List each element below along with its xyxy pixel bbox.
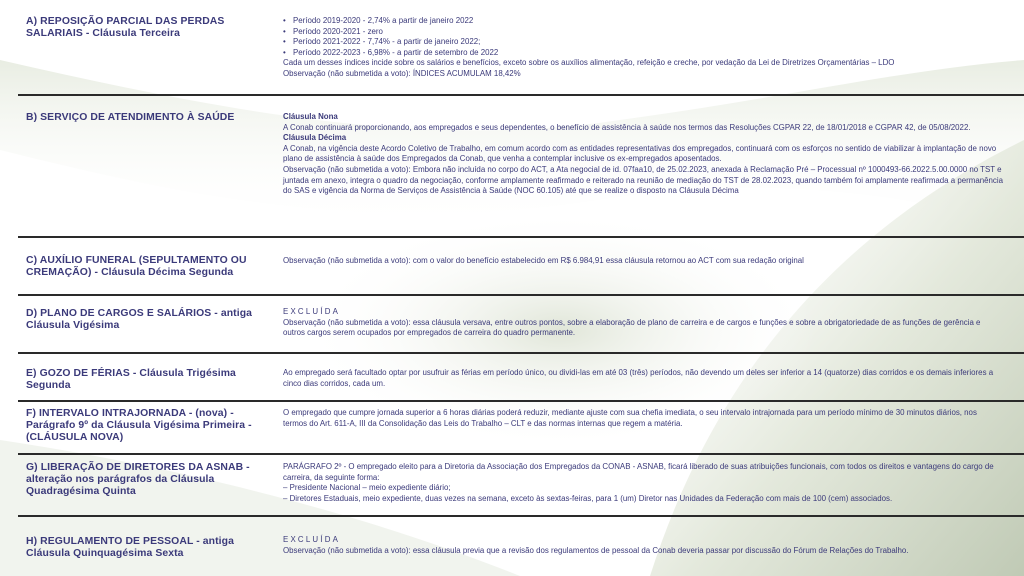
section-b-paragraph-3: Observação (não submetida a voto): Embora não incluída no corpo do ACT, a Ata negocial de id. 07faa10, de 25.02.2023, anexada à Reclamação Pré – Processual nº 1000493-66.2022.5.00.0000 no TST e juntada em anexo, integra o quadro da negociação, conforme amplamente reafirmado e reiterado na reunião de mediação do TST de 28.02.2023, quando também foi amplamente reafirmada a permanência do SAS e vigência da Norma de Serviços de Assistência à Saúde (NOC 60.105) até que se realize o disposto na Cláusula Décima (283, 164, 1003, 196)
section-c-content: Observação (não submetida a voto): com o valor do benefício estabelecido em R$ 6.984,91 essa cláusula retornou ao ACT com sua redação original (283, 256, 804, 265)
section-b-heading-1: Cláusula Nona (283, 112, 338, 121)
section-e-content: Ao empregado será facultado optar por usufruir as férias em período único, ou dividi-las em até 03 (três) períodos, não devendo um deles ser inferior a 14 (quatorze) dias corridos e os demais inferiores a cinco dias corridos, cada um. (283, 368, 994, 388)
section-c-title: C) AUXÍLIO FUNERAL (SEPULTAMENTO OU CREMAÇÃO) - Cláusula Décima Segunda (26, 255, 247, 279)
divider (18, 400, 1024, 402)
section-g-paragraph-1: PARÁGRAFO 2º - O empregado eleito para a Diretoria da Associação dos Empregados da CONAB - ASNAB, ficará liberado de suas atribuições funcionais, com todos os direitos e vantagens do cargo de carreira, da seguinte forma: (283, 462, 994, 482)
section-b-heading-2: Cláusula Décima (283, 133, 347, 143)
section-a-text2: Observação (não submetida a voto): ÍNDICES ACUMULAM 18,42% (283, 68, 521, 78)
list-item: • Período 2019-2020 - 2,74% a partir de janeiro 2022 (283, 16, 1003, 27)
section-g-title: G) LIBERAÇÃO DE DIRETORES DA ASNAB - alteração nos parágrafos da Cláusula Quadragésima Quinta (26, 462, 250, 498)
section-h-text: Observação (não submetida a voto): essa cláusula previa que a revisão dos regulamentos de pessoal da Conab deveria passar por discussão do Fórum de Relações do Trabalho. (283, 545, 909, 555)
divider (18, 352, 1024, 354)
section-g-paragraph-2: – Presidente Nacional – meio expediente diário; (283, 483, 451, 493)
section-b-title: B) SERVIÇO DE ATENDIMENTO À SAÚDE (26, 112, 235, 123)
divider (18, 236, 1024, 238)
section-h-content (283, 535, 1003, 556)
section-f-title: F) INTERVALO INTRAJORNADA - (nova) - Parágrafo 9º da Cláusula Vigésima Primeira - (CLÁUSULA NOVA) (26, 408, 252, 444)
section-a-title: A) REPOSIÇÃO PARCIAL DAS PERDAS SALARIAIS - Cláusula Terceira (26, 16, 225, 40)
list-item: • Período 2020-2021 - zero (283, 27, 1003, 38)
list-item: • Período 2022-2023 - 6,98% - a partir de setembro de 2022 (283, 48, 1003, 59)
section-b-paragraph-1: A Conab continuará proporcionando, aos empregados e seus dependentes, o benefício de assistência à saúde nos termos das Resoluções CGPAR 22, de 18/01/2018 e CGPAR 42, de 05/08/2022. (283, 122, 971, 132)
section-b-paragraph-2: A Conab, na vigência deste Acordo Coletivo de Trabalho, em comum acordo com as entidades representativas dos empregados, continuará com os esforços no sentido de viabilizar à implantação de novo plano de assistência à saúde dos Empregados da Conab, que venha a contemplar inclusive os ex-empregados aposentados. (283, 143, 997, 164)
section-a-content (283, 16, 1003, 80)
section-d-title: D) PLANO DE CARGOS E SALÁRIOS - antiga Cláusula Vigésima (26, 308, 253, 332)
list-item: • Período 2021-2022 - 7,74% - a partir de janeiro 2022; (283, 37, 1003, 48)
section-a-bullets (283, 16, 1003, 58)
section-a-text1: Cada um desses índices incide sobre os salários e benefícios, exceto sobre os auxílios alimentação, refeição e creche, por vedação da Lei de Diretrizes Orçamentárias – LDO (283, 58, 895, 68)
section-d-status: EXCLUÍDA (283, 307, 341, 316)
section-g-paragraph-3: – Diretores Estaduais, meio expediente, duas vezes na semana, exceto às sextas-feiras, para 1 (um) Diretor nas Unidades da Federação com mais de 100 (cem) associados. (283, 493, 893, 503)
section-g-content (283, 462, 1003, 504)
divider (18, 515, 1024, 517)
section-b-content (283, 112, 1003, 197)
section-f-content: O empregado que cumpre jornada superior a 6 horas diárias poderá reduzir, mediante ajuste com sua chefia imediata, o seu intervalo intrajornada para um período mínimo de 30 minutos diários, nos termos do Art. 611-A, III da Consolidação das Leis do Trabalho – CLT e das normas internas que regem a matéria. (283, 408, 977, 428)
section-d-text: Observação (não submetida a voto): essa cláusula versava, entre outros pontos, sobre a elaboração de plano de carreira e de cargos e funções e sobre a obrigatoriedade de as funções de gerência e outros cargos serem ocupados por empregados de carreira do quadro permanente. (283, 317, 981, 338)
section-d-content (283, 307, 1003, 339)
divider (18, 94, 1024, 96)
divider (18, 294, 1024, 296)
section-e-title: E) GOZO DE FÉRIAS - Cláusula Trigésima Segunda (26, 368, 236, 392)
section-h-title: H) REGULAMENTO DE PESSOAL - antiga Cláusula Quinquagésima Sexta (26, 536, 234, 560)
divider (18, 453, 1024, 455)
section-h-status: EXCLUÍDA (283, 535, 341, 544)
